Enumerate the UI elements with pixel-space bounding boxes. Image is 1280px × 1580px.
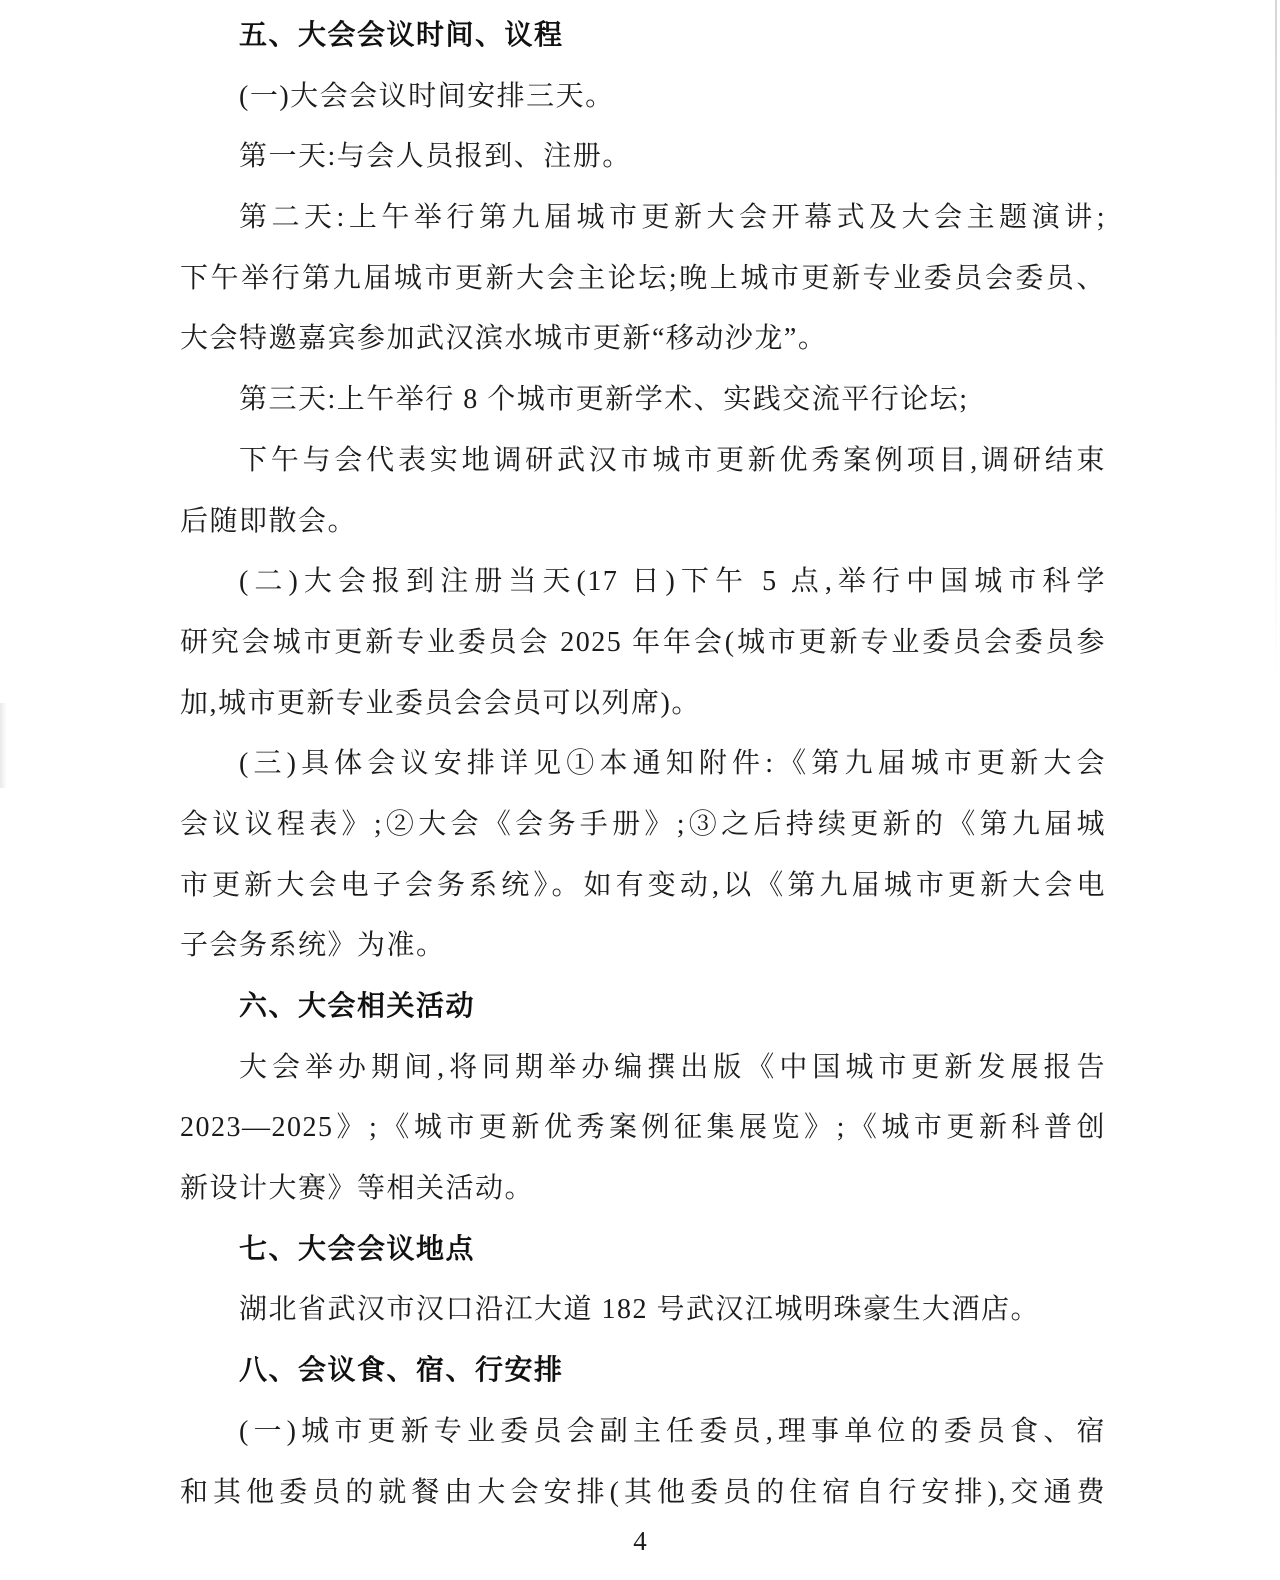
- document-line: 新设计大赛》等相关活动。: [180, 1173, 535, 1205]
- document-line: (二)大会报到注册当天(17 日)下午 5 点,举行中国城市科学: [239, 566, 1106, 598]
- document-line: 2023—2025》;《城市更新优秀案例征集展览》;《城市更新科普创: [180, 1112, 1106, 1144]
- document-line: 六、大会相关活动: [239, 991, 476, 1022]
- scan-smudge-artifact-left: [0, 703, 7, 788]
- document-line: 加,城市更新专业委员会会员可以列席)。: [180, 687, 701, 719]
- document-line: 第二天:上午举行第九届城市更新大会开幕式及大会主题演讲;: [239, 202, 1106, 234]
- document-line: (三)具体会议安排详见①本通知附件:《第九届城市更新大会: [239, 748, 1106, 780]
- document-line: 第三天:上午举行 8 个城市更新学术、实践交流平行论坛;: [239, 384, 969, 416]
- document-line: 研究会城市更新专业委员会 2025 年年会(城市更新专业委员会委员参: [180, 626, 1106, 658]
- document-line: (一)大会会议时间安排三天。: [239, 80, 615, 112]
- document-line: 七、大会会议地点: [239, 1233, 476, 1265]
- document-line: 市更新大会电子会务系统》。如有变动,以《第九届城市更新大会电: [180, 869, 1106, 901]
- document-line: 下午与会代表实地调研武汉市城市更新优秀案例项目,调研结束: [239, 444, 1106, 476]
- document-body: [180, 6, 1106, 1523]
- document-line: (一)城市更新专业委员会副主任委员,理事单位的委员食、宿: [239, 1415, 1106, 1447]
- document-line: 下午举行第九届城市更新大会主论坛;晚上城市更新专业委员会委员、: [180, 262, 1106, 294]
- document-line: 子会务系统》为准。: [180, 930, 446, 962]
- document-line: 五、大会会议时间、议程: [239, 20, 564, 51]
- page-number: 4: [633, 1526, 647, 1556]
- document-line: 大会特邀嘉宾参加武汉滨水城市更新“移动沙龙”。: [180, 323, 828, 355]
- document-line: 会议议程表》;②大会《会务手册》;③之后持续更新的《第九届城: [180, 808, 1106, 840]
- document-line: 第一天:与会人员报到、注册。: [239, 141, 632, 173]
- document-line: 大会举办期间,将同期举办编撰出版《中国城市更新发展报告: [239, 1051, 1106, 1083]
- document-line: 后随即散会。: [180, 505, 358, 537]
- scan-edge-artifact-right: [1275, 0, 1277, 680]
- document-line: 湖北省武汉市汉口沿江大道 182 号武汉江城明珠豪生大酒店。: [239, 1294, 1041, 1326]
- document-line: 和其他委员的就餐由大会安排(其他委员的住宿自行安排),交通费: [180, 1476, 1106, 1508]
- document-line: 八、会议食、宿、行安排: [239, 1355, 564, 1387]
